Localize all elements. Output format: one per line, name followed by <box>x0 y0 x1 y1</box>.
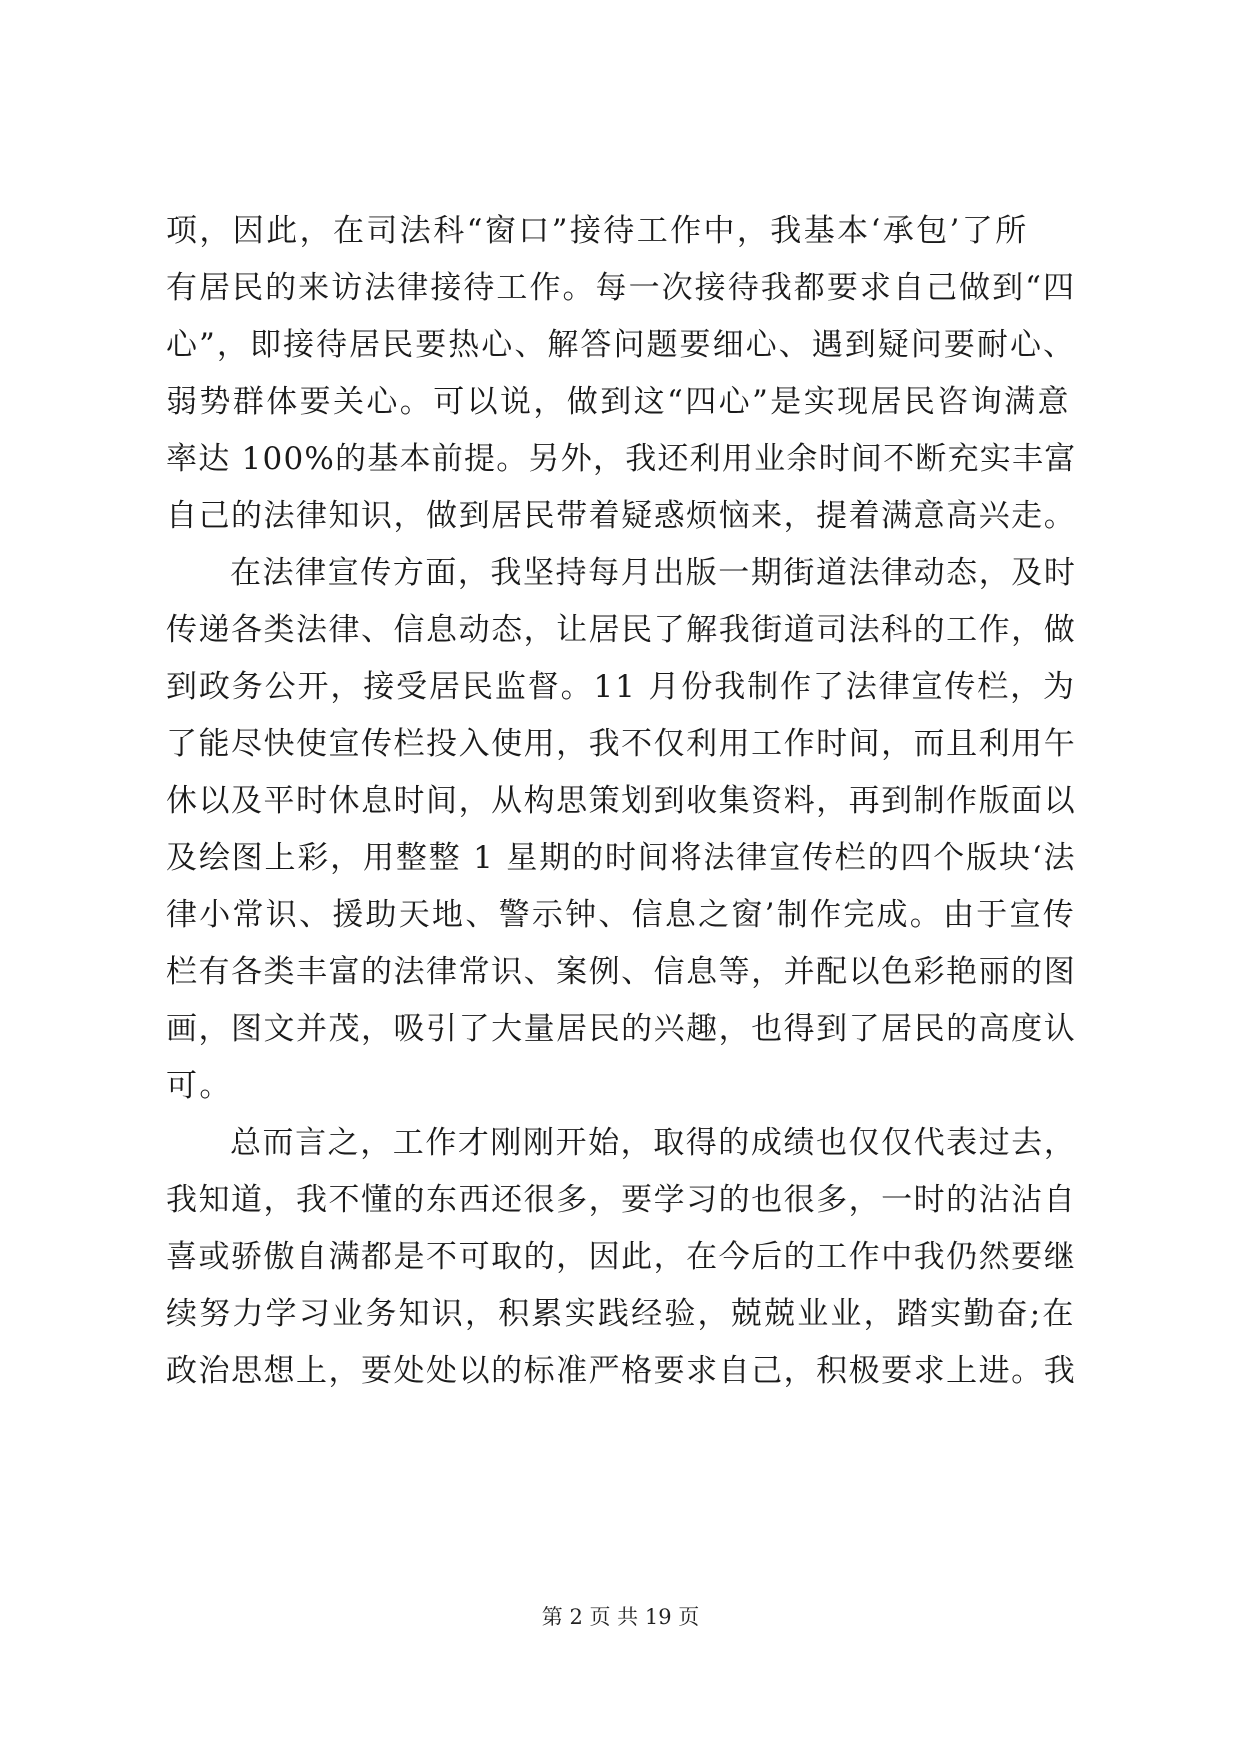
text-line: 自己的法律知识，做到居民带着疑惑烦恼来，提着满意高兴走。 <box>166 498 1077 534</box>
text-line: 栏有各类丰富的法律常识、案例、信息等，并配以色彩艳丽的图 <box>166 954 1077 990</box>
text-line: 及绘图上彩，用整整 1 星期的时间将法律宣传栏的四个版块‘法 <box>166 840 1077 876</box>
text-line: 心”，即接待居民要热心、解答问题要细心、遇到疑问要耐心、 <box>166 327 1077 363</box>
text-line: 续努力学习业务知识，积累实践经验，兢兢业业，踏实勤奋;在 <box>166 1296 1076 1332</box>
text-line: 我知道，我不懂的东西还很多，要学习的也很多，一时的沾沾自 <box>166 1182 1077 1218</box>
text-line: 了能尽快使宣传栏投入使用，我不仅利用工作时间，而且利用午 <box>166 726 1077 762</box>
text-line: 有居民的来访法律接待工作。每一次接待我都要求自己做到“四 <box>166 270 1077 306</box>
page-number-footer: 第 2 页 共 19 页 <box>541 1605 700 1629</box>
paragraph-first-line: 在法律宣传方面，我坚持每月出版一期街道法律动态，及时 <box>230 555 1077 591</box>
text-line: 率达 100%的基本前提。另外，我还利用业余时间不断充实丰富 <box>166 441 1077 477</box>
text-line: 律小常识、援助天地、警示钟、信息之窗’制作完成。由于宣传 <box>166 897 1077 933</box>
text-line: 项，因此，在司法科“窗口”接待工作中，我基本‘承包’了所 <box>166 213 1029 249</box>
text-line: 传递各类法律、信息动态，让居民了解我街道司法科的工作，做 <box>166 612 1077 648</box>
text-line: 到政务公开，接受居民监督。11 月份我制作了法律宣传栏，为 <box>166 669 1076 705</box>
text-line: 政治思想上，要处处以的标准严格要求自己，积极要求上进。我 <box>166 1353 1077 1389</box>
text-line: 画，图文并茂，吸引了大量居民的兴趣，也得到了居民的高度认 <box>166 1011 1077 1047</box>
paragraph-first-line: 总而言之，工作才刚刚开始，取得的成绩也仅仅代表过去， <box>230 1125 1077 1161</box>
text-line: 喜或骄傲自满都是不可取的，因此，在今后的工作中我仍然要继 <box>166 1239 1077 1275</box>
text-line: 弱势群体要关心。可以说，做到这“四心”是实现居民咨询满意 <box>166 384 1071 420</box>
text-line: 休以及平时休息时间，从构思策划到收集资料，再到制作版面以 <box>166 783 1077 819</box>
text-line: 可。 <box>166 1068 233 1104</box>
